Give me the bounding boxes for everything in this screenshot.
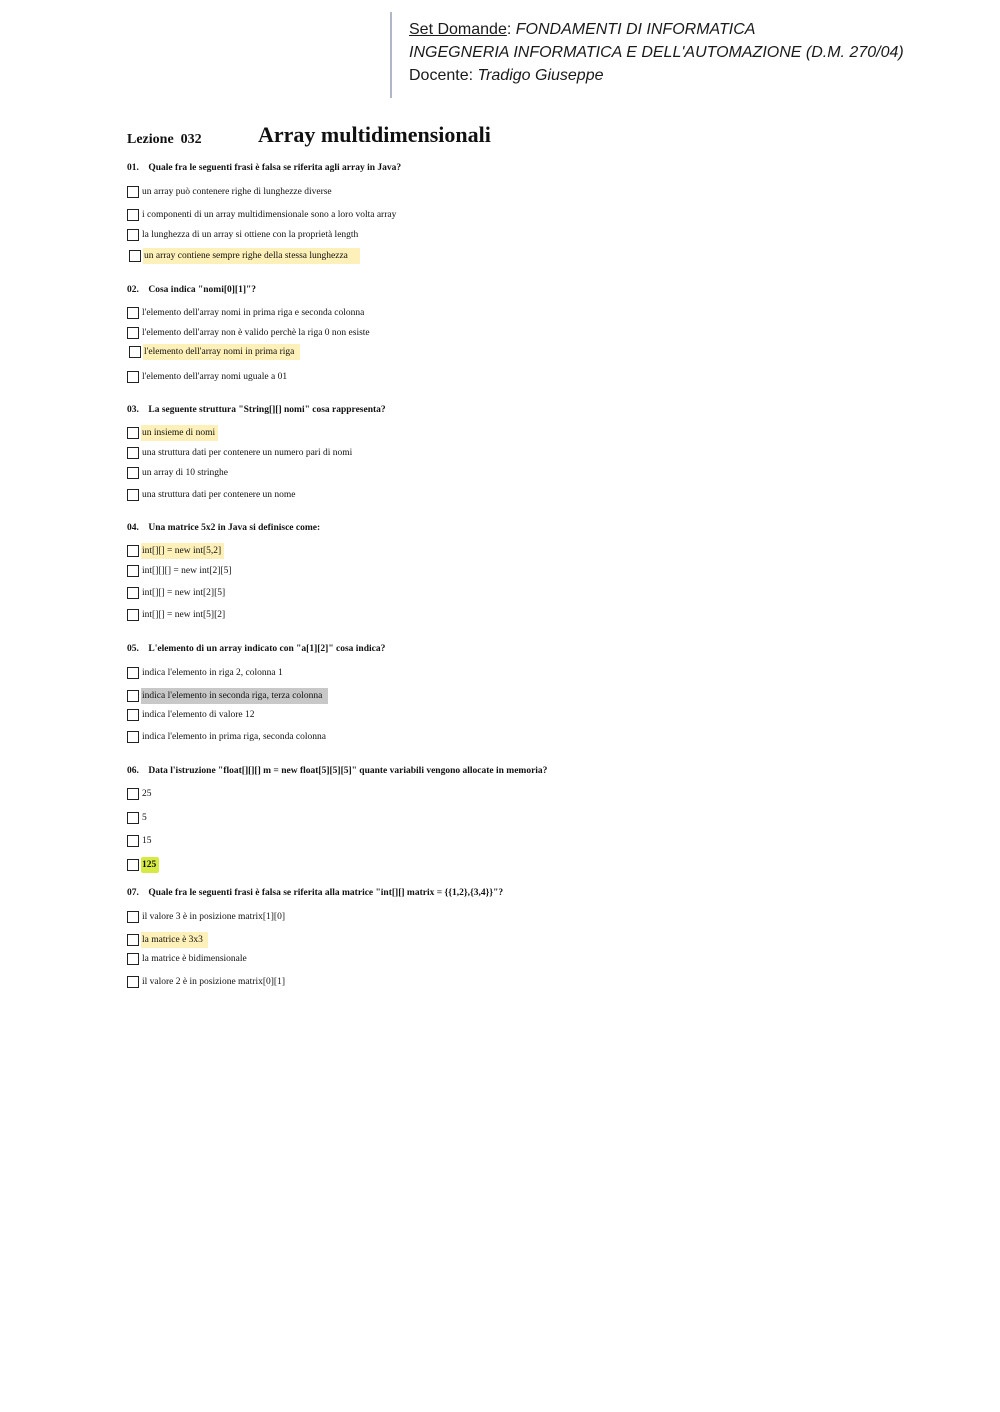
option-text: indica l'elemento in prima riga, seconda colonna <box>142 732 326 742</box>
answer-option[interactable] <box>127 729 329 745</box>
answer-option[interactable] <box>127 585 228 601</box>
checkbox[interactable] <box>127 307 139 319</box>
answer-option[interactable] <box>127 707 258 723</box>
checkbox[interactable] <box>127 587 139 599</box>
teacher-label: Docente: <box>409 67 478 84</box>
option-text: un array di 10 stringhe <box>142 468 229 478</box>
option-text: 5 <box>142 813 147 823</box>
answer-option[interactable] <box>127 425 218 441</box>
checkbox[interactable] <box>127 788 139 800</box>
checkbox[interactable] <box>127 859 139 871</box>
answer-option[interactable] <box>127 810 150 826</box>
option-text: la matrice è bidimensionale <box>142 954 247 964</box>
answer-option[interactable] <box>127 833 155 849</box>
checkbox[interactable] <box>127 427 139 439</box>
checkbox[interactable] <box>127 327 139 339</box>
option-text: 15 <box>142 836 152 846</box>
answer-option[interactable] <box>127 543 224 559</box>
lesson-title: Array multidimensionali <box>258 122 491 147</box>
option-text: indica l'elemento in riga 2, colonna 1 <box>142 668 283 678</box>
option-text: una struttura dati per contenere un numero pari di nomi <box>142 448 353 458</box>
answer-option[interactable] <box>127 607 228 623</box>
question-02: 02. Cosa indica "nomi[0][1]"? <box>127 285 257 295</box>
option-text: int[][][] = new int[2][5] <box>142 566 232 576</box>
option-text: l'elemento dell'array nomi in prima riga e seconda colonna <box>142 308 365 318</box>
answer-option[interactable] <box>127 465 231 481</box>
option-text: la lunghezza di un array si ottiene con la proprietà length <box>142 230 359 240</box>
option-text: int[][] = new int[5][2] <box>142 610 226 620</box>
checkbox[interactable] <box>127 731 139 743</box>
checkbox[interactable] <box>127 934 139 946</box>
option-text: i componenti di un array multidimensionale sono a loro volta array <box>142 210 397 220</box>
header-teacher-line <box>409 64 950 87</box>
option-text: int[][] = new int[2][5] <box>142 588 226 598</box>
answer-option[interactable] <box>127 909 288 925</box>
teacher-name: Tradigo Giuseppe <box>477 67 604 84</box>
set-label: Set Domande <box>409 21 507 38</box>
answer-option[interactable] <box>127 974 288 990</box>
checkbox[interactable] <box>127 976 139 988</box>
answer-option[interactable] <box>127 665 286 681</box>
question-04: 04. Una matrice 5x2 in Java si definisce come: <box>127 523 321 533</box>
answer-option[interactable] <box>129 344 300 360</box>
answer-option[interactable] <box>127 487 299 503</box>
checkbox[interactable] <box>127 371 139 383</box>
answer-option[interactable] <box>129 248 360 264</box>
checkbox[interactable] <box>127 229 139 241</box>
option-text: indica l'elemento di valore 12 <box>142 710 255 720</box>
answer-option[interactable] <box>127 786 155 802</box>
checkbox[interactable] <box>127 447 139 459</box>
option-text: int[][] = new int[5,2] <box>141 543 224 559</box>
checkbox[interactable] <box>127 467 139 479</box>
option-text: 125 <box>141 857 159 873</box>
option-text: il valore 3 è in posizione matrix[1][0] <box>142 912 285 922</box>
option-text: una struttura dati per contenere un nome <box>142 490 296 500</box>
header-course-line <box>409 18 950 41</box>
answer-option[interactable] <box>127 688 328 704</box>
degree-name: INGEGNERIA INFORMATICA E DELL'AUTOMAZIONE (D.M. 270/04) <box>409 44 904 61</box>
set-colon: : <box>506 21 512 38</box>
answer-option[interactable] <box>127 932 208 948</box>
answer-option[interactable] <box>127 857 159 873</box>
answer-option[interactable] <box>127 227 361 243</box>
question-05: 05. L'elemento di un array indicato con "a[1][2]" cosa indica? <box>127 644 386 654</box>
option-text: un array contiene sempre righe della stessa lunghezza <box>143 248 360 264</box>
answer-option[interactable] <box>127 563 235 579</box>
checkbox[interactable] <box>127 953 139 965</box>
option-text: un insieme di nomi <box>141 425 218 441</box>
checkbox[interactable] <box>127 186 139 198</box>
lesson-heading <box>127 122 727 154</box>
question-03: 03. La seguente struttura "String[][] nomi" cosa rappresenta? <box>127 405 386 415</box>
option-text: l'elemento dell'array nomi uguale a 01 <box>142 372 288 382</box>
option-text: indica l'elemento in seconda riga, terza colonna <box>141 688 328 704</box>
option-text: un array può contenere righe di lunghezze diverse <box>142 187 332 197</box>
answer-option[interactable] <box>127 184 335 200</box>
checkbox[interactable] <box>129 250 141 262</box>
answer-option[interactable] <box>127 325 373 341</box>
checkbox[interactable] <box>127 667 139 679</box>
question-06: 06. Data l'istruzione "float[][][] m = new float[5][5][5]" quante variabili vengono allocate in memoria? <box>127 766 548 776</box>
checkbox[interactable] <box>127 489 139 501</box>
answer-option[interactable] <box>127 951 250 967</box>
checkbox[interactable] <box>127 911 139 923</box>
lesson-number: Lezione 032 <box>127 132 202 147</box>
document-header <box>390 12 950 98</box>
option-text: 25 <box>142 789 152 799</box>
checkbox[interactable] <box>127 709 139 721</box>
option-text: l'elemento dell'array non è valido perchè la riga 0 non esiste <box>142 328 370 338</box>
checkbox[interactable] <box>127 690 139 702</box>
course-name: FONDAMENTI DI INFORMATICA <box>515 21 756 38</box>
checkbox[interactable] <box>129 346 141 358</box>
checkbox[interactable] <box>127 565 139 577</box>
checkbox[interactable] <box>127 835 139 847</box>
checkbox[interactable] <box>127 209 139 221</box>
checkbox[interactable] <box>127 609 139 621</box>
answer-option[interactable] <box>127 369 290 385</box>
checkbox[interactable] <box>127 545 139 557</box>
question-07: 07. Quale fra le seguenti frasi è falsa se riferita alla matrice "int[][] matrix = {{1,2},{3,4}}"? <box>127 888 504 898</box>
question-01: 01. Quale fra le seguenti frasi è falsa se riferita agli array in Java? <box>127 163 402 173</box>
checkbox[interactable] <box>127 812 139 824</box>
answer-option[interactable] <box>127 445 355 461</box>
option-text: il valore 2 è in posizione matrix[0][1] <box>142 977 285 987</box>
option-text: l'elemento dell'array nomi in prima riga <box>143 344 300 360</box>
answer-option[interactable] <box>127 207 399 223</box>
answer-option[interactable] <box>127 305 367 321</box>
option-text: la matrice è 3x3 <box>141 932 208 948</box>
